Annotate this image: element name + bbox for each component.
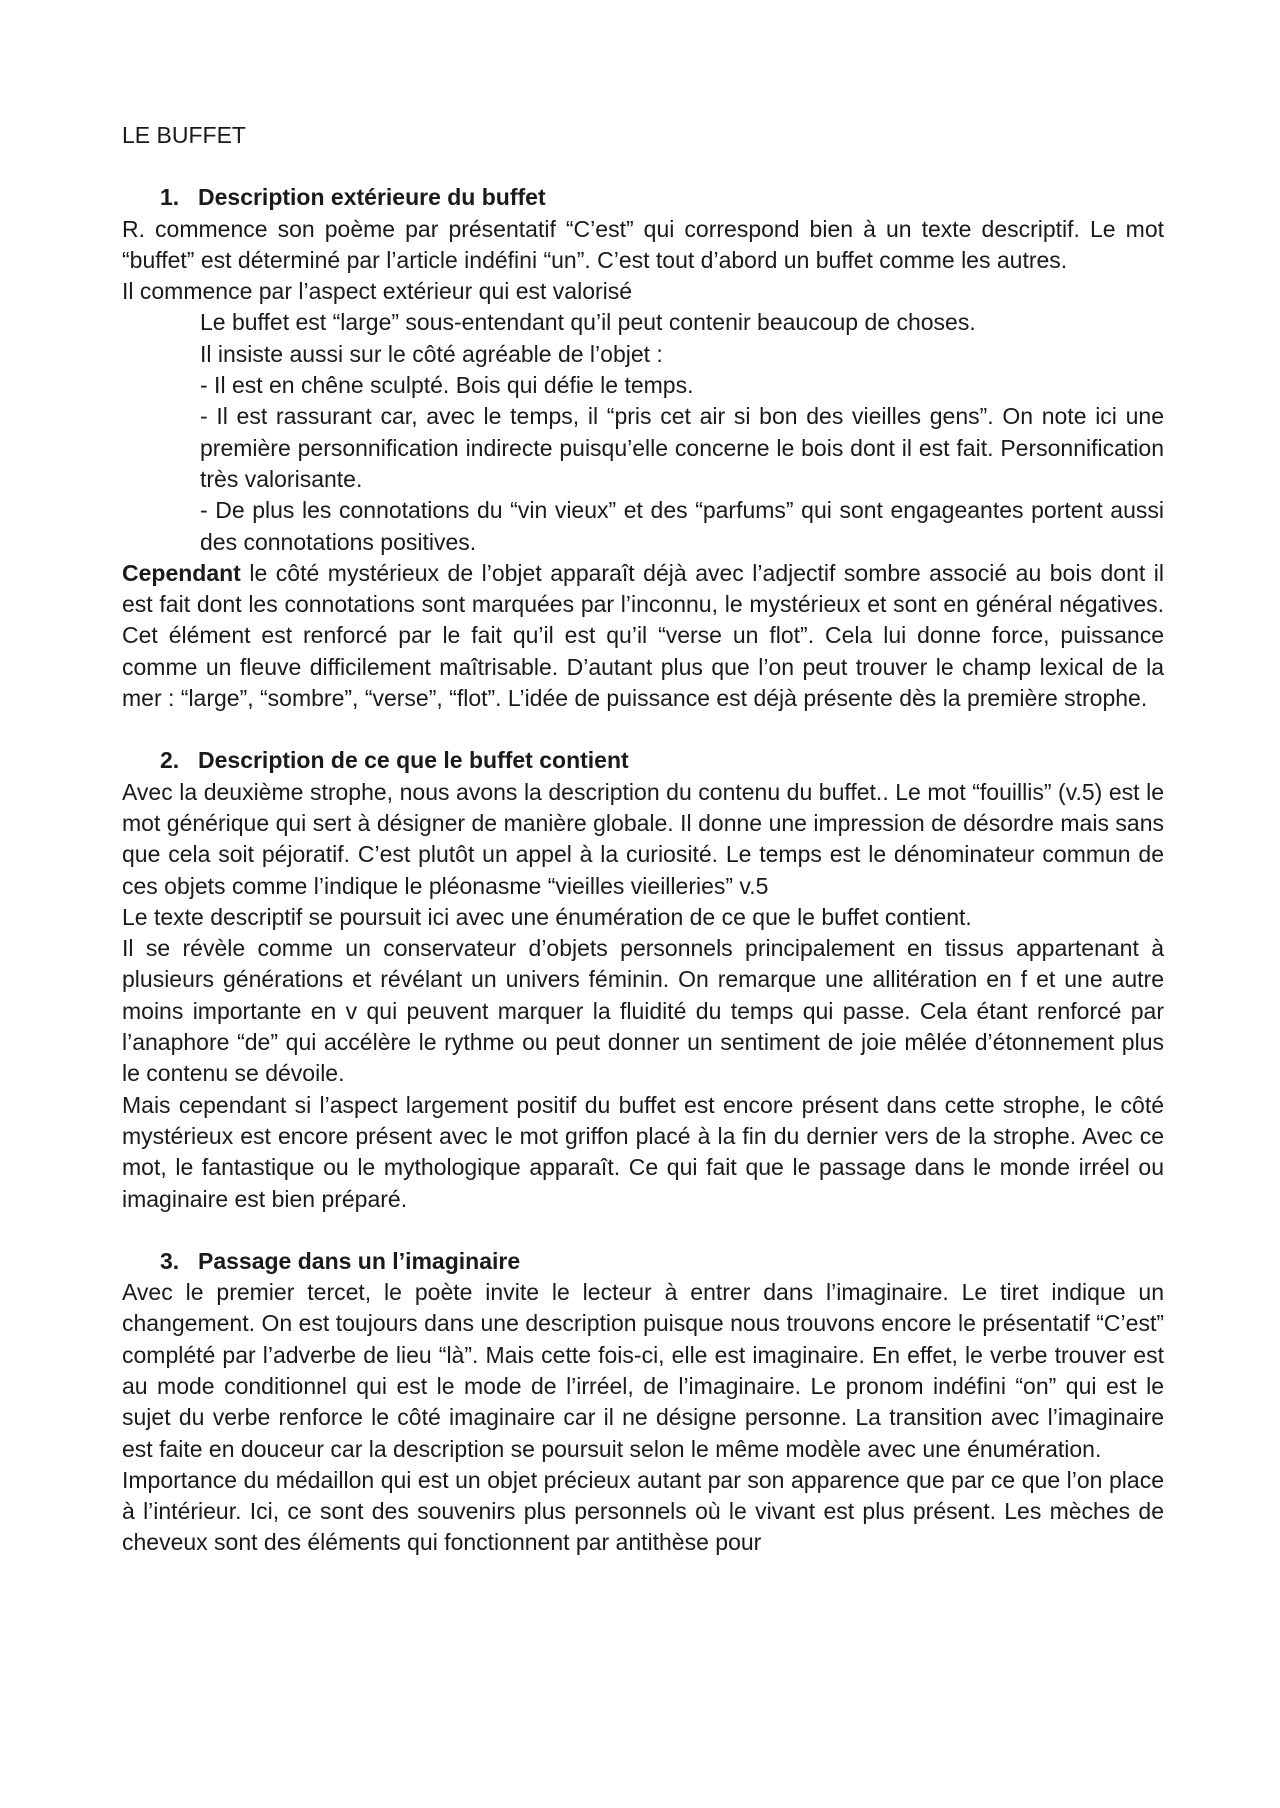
paragraph: R. commence son poème par présentatif “C’est” qui correspond bien à un texte descriptif. Le mot “buffet” est déterminé par l’article indéfini “un”. C’est tout d’abord un buffet comme les autres. bbox=[122, 215, 1164, 273]
paragraph: Avec la deuxième strophe, nous avons la description du contenu du buffet.. Le mot “fouillis” (v.5) est le mot générique qui sert à désigner de manière globale. Il donne une impression de désordre mais sans que cela soit péjoratif. C’est plutôt un appel à la curiosité. Le temps est le dénominateur commun de ces objets comme l’indique le pléonasme “vieilles vieilleries” v.5 bbox=[122, 778, 1164, 899]
bold-word: Cependant bbox=[122, 559, 241, 586]
indented-line: Le buffet est “large” sous-entendant qu’il peut contenir beaucoup de choses. bbox=[200, 309, 976, 336]
paragraph: Il se révèle comme un conservateur d’objets personnels principalement en tissus appartenant à plusieurs générations et révélant un univers féminin. On remarque une allitération en f et une autre moins importante en v qui peuvent marquer la fluidité du temps qui passe. Cela étant renforcé par l’anaphore “de” qui accélère le rythme ou peut donner un sentiment de joie mêlée d’étonnement plus le contenu se dévoile. bbox=[122, 935, 1164, 1087]
paragraph: Cependant le côté mystérieux de l’objet apparaît déjà avec l’adjectif sombre associé au bois dont il est fait dont les connotations sont marquées par l’inconnu, le mystérieux et sont en général négatives. Cet élément est renforcé par le fait qu’il est qu’il “verse un flot”. Cela lui donne force, puissance comme un fleuve difficilement maîtrisable. D’autant plus que l’on peut trouver le champ lexical de la mer : “large”, “sombre”, “verse”, “flot”. L’idée de puissance est déjà présente dès la première strophe. bbox=[122, 559, 1164, 712]
paragraph: Mais cependant si l’aspect largement positif du buffet est encore présent dans cette strophe, le côté mystérieux est encore présent avec le mot griffon placé à la fin du dernier vers de la strophe. Avec ce mot, le fantastique ou le mythologique apparaît. Ce qui fait que le passage dans le monde irréel ou imaginaire est bien préparé. bbox=[122, 1091, 1164, 1212]
paragraph: Il commence par l’aspect extérieur qui est valorisé bbox=[122, 278, 633, 305]
section-heading-1: 1. Description extérieure du buffet bbox=[160, 184, 546, 211]
indented-line: - Il est en chêne sculpté. Bois qui défie le temps. bbox=[200, 372, 694, 399]
section-heading-2: 2. Description de ce que le buffet contient bbox=[160, 747, 629, 774]
paragraph: Avec le premier tercet, le poète invite le lecteur à entrer dans l’imaginaire. Le tiret indique un changement. On est toujours dans une description puisque nous trouvons encore le présentatif “C’est” complété par l’adverbe de lieu “là”. Mais cette fois-ci, elle est imaginaire. En effet, le verbe trouver est au mode conditionnel qui est le mode de l’irréel, de l’imaginaire. Le pronom indéfini “on” qui est le sujet du verbe renforce le côté imaginaire car il ne désigne personne. La transition avec l’imaginaire est faite en douceur car la description se poursuit selon le même modèle avec une énumération. bbox=[122, 1279, 1164, 1462]
document-title: LE BUFFET bbox=[122, 122, 246, 148]
document-page bbox=[122, 120, 1164, 1559]
paragraph: Le texte descriptif se poursuit ici avec une énumération de ce que le buffet contient. bbox=[122, 903, 972, 930]
section-heading-3: 3. Passage dans un l’imaginaire bbox=[160, 1247, 521, 1274]
indented-line: Il insiste aussi sur le côté agréable de l’objet : bbox=[200, 340, 663, 367]
indented-line: - De plus les connotations du “vin vieux” et des “parfums” qui sont engageantes portent aussi des connotations positives. bbox=[200, 497, 1164, 555]
paragraph: Importance du médaillon qui est un objet précieux autant par son apparence que par ce que l’on place à l’intérieur. Ici, ce sont des souvenirs plus personnels où le vivant est plus présent. Les mèches de cheveux sont des éléments qui fonctionnent par antithèse pour bbox=[122, 1466, 1164, 1556]
indented-line: - Il est rassurant car, avec le temps, il “pris cet air si bon des vieilles gens”. On note ici une première personnification indirecte puisqu’elle concerne le bois dont il est fait. Personnification très valorisante. bbox=[200, 403, 1164, 492]
